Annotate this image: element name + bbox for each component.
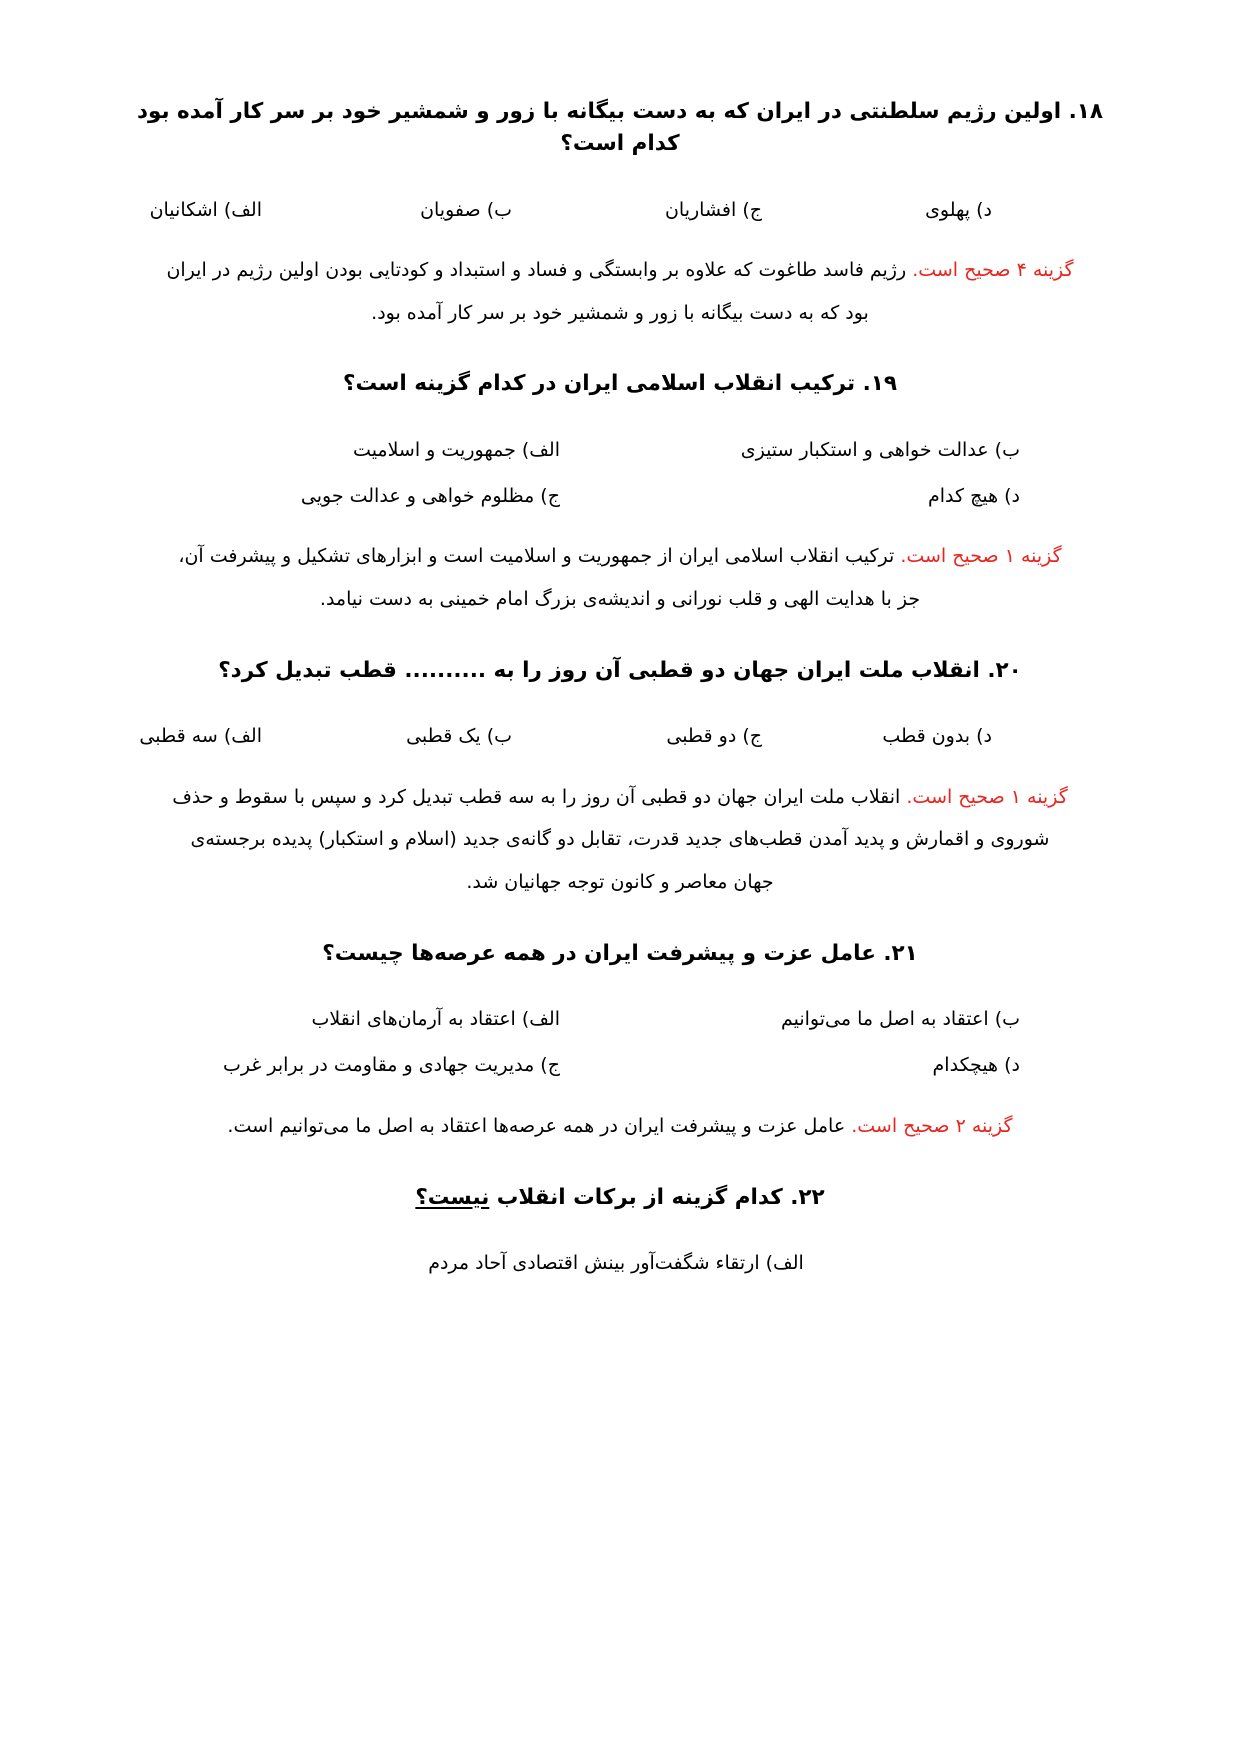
option-21-c[interactable]: ج) مدیریت جهادی و مقاومت در برابر غرب	[223, 1054, 560, 1077]
question-block-21	[120, 938, 1120, 1148]
question-18-heading: ۱۸. اولین رژیم سلطنتی در ایران که به دست بیگانه با زور و شمشیر خود بر سر کار آمده بود کدام است؟	[136, 99, 1103, 157]
explanation-18-line-2-text: بود که به دست بیگانه با زور و شمشیر خود بر سر کار آمده بود.	[371, 301, 869, 324]
option-19-b[interactable]: ب) عدالت خواهی و استکبار ستیزی	[740, 438, 1020, 461]
question-18-explanation-line-2	[120, 292, 1120, 335]
option-20-d[interactable]: د) بدون قطب	[882, 725, 992, 748]
question-19-options-row-2	[120, 481, 1120, 511]
option-18-d[interactable]: د) پهلوی	[925, 198, 992, 221]
option-21-b[interactable]: ب) اعتقاد به اصل ما می‌توانیم	[780, 1008, 1020, 1031]
option-18-b[interactable]: ب) صفویان	[420, 198, 512, 221]
option-20-b[interactable]: ب) یک قطبی	[406, 725, 512, 748]
explanation-18-line-1: رژیم فاسد طاغوت که علاوه بر وابستگی و فساد و استبداد و کودتایی بودن اولین رژیم در ایران	[166, 258, 913, 281]
question-19-explanation-line-2	[120, 578, 1120, 621]
question-20-heading: ۲۰. انقلاب ملت ایران جهان دو قطبی آن روز را به .......... قطب تبدیل کرد؟	[218, 657, 1022, 683]
explanation-21-line-1: عامل عزت و پیشرفت ایران در همه عرصه‌ها اعتقاد به اصل ما می‌توانیم است.	[227, 1114, 852, 1137]
question-block-22	[120, 1182, 1120, 1279]
option-20-a[interactable]: الف) سه قطبی	[139, 725, 262, 748]
explanation-19-line-1: ترکیب انقلاب اسلامی ایران از جمهوریت و اسلامیت است و ابزارهای تشکیل و پیشرفت آن،	[178, 545, 901, 568]
option-19-d[interactable]: د) هیچ کدام	[927, 485, 1020, 508]
question-21-explanation	[120, 1105, 1120, 1148]
question-18-explanation	[120, 249, 1120, 292]
explanation-20-line-3-text: جهان معاصر و کانون توجه جهانیان شد.	[466, 871, 774, 894]
answer-marker-20: گزینه ۱ صحیح است.	[906, 785, 1068, 808]
question-20-options	[120, 721, 1120, 751]
question-19-explanation	[120, 535, 1120, 578]
question-20-explanation	[120, 776, 1120, 819]
question-22-heading-negation: نیست؟	[415, 1184, 490, 1210]
explanation-19-line-2-text: جز با هدایت الهی و قلب نورانی و اندیشه‌ی بزرگ امام خمینی به دست نیامد.	[319, 588, 921, 611]
option-21-d[interactable]: د) هیچکدام	[932, 1054, 1020, 1077]
question-block-20	[120, 655, 1120, 904]
answer-marker-18: گزینه ۴ صحیح است.	[912, 258, 1074, 281]
question-20-explanation-line-3	[120, 861, 1120, 904]
answer-marker-21: گزینه ۲ صحیح است.	[851, 1114, 1013, 1137]
question-21-heading: ۲۱. عامل عزت و پیشرفت ایران در همه عرصه‌ها چیست؟	[322, 940, 918, 966]
question-22-options	[120, 1248, 1120, 1278]
option-22-a[interactable]: الف) ارتقاء شگفت‌آور بینش اقتصادی آحاد مردم	[428, 1251, 804, 1274]
question-19-heading: ۱۹. ترکیب انقلاب اسلامی ایران در کدام گزینه است؟	[342, 371, 898, 397]
question-22-heading-text: ۲۲. کدام گزینه از برکات انقلاب	[489, 1184, 825, 1210]
option-19-c[interactable]: ج) مظلوم خواهی و عدالت جویی	[300, 485, 560, 508]
answer-marker-19: گزینه ۱ صحیح است.	[900, 545, 1062, 568]
question-20-explanation-line-2	[120, 818, 1120, 861]
question-block-19	[120, 368, 1120, 621]
question-18-options	[120, 195, 1120, 225]
question-block-18	[120, 96, 1120, 334]
question-22-heading	[120, 1182, 1120, 1214]
question-19-options-row-1	[120, 435, 1120, 465]
option-20-c[interactable]: ج) دو قطبی	[666, 725, 762, 748]
option-21-a[interactable]: الف) اعتقاد به آرمان‌های انقلاب	[311, 1008, 560, 1031]
question-21-options-row-2	[120, 1050, 1120, 1080]
explanation-20-line-1: انقلاب ملت ایران جهان دو قطبی آن روز را به سه قطب تبدیل کرد و سپس با سقوط و حذف	[172, 785, 907, 808]
option-18-a[interactable]: الف) اشکانیان	[149, 198, 262, 221]
question-21-options-row-1	[120, 1004, 1120, 1034]
option-19-a[interactable]: الف) جمهوریت و اسلامیت	[353, 438, 560, 461]
explanation-20-line-2-text: شوروی و اقمارش و پدید آمدن قطب‌های جدید قدرت، تقابل دو گانه‌ی جدید (اسلام و استکبار) پدیده برجسته‌ی	[190, 828, 1050, 851]
option-18-c[interactable]: ج) افشاریان	[664, 198, 762, 221]
